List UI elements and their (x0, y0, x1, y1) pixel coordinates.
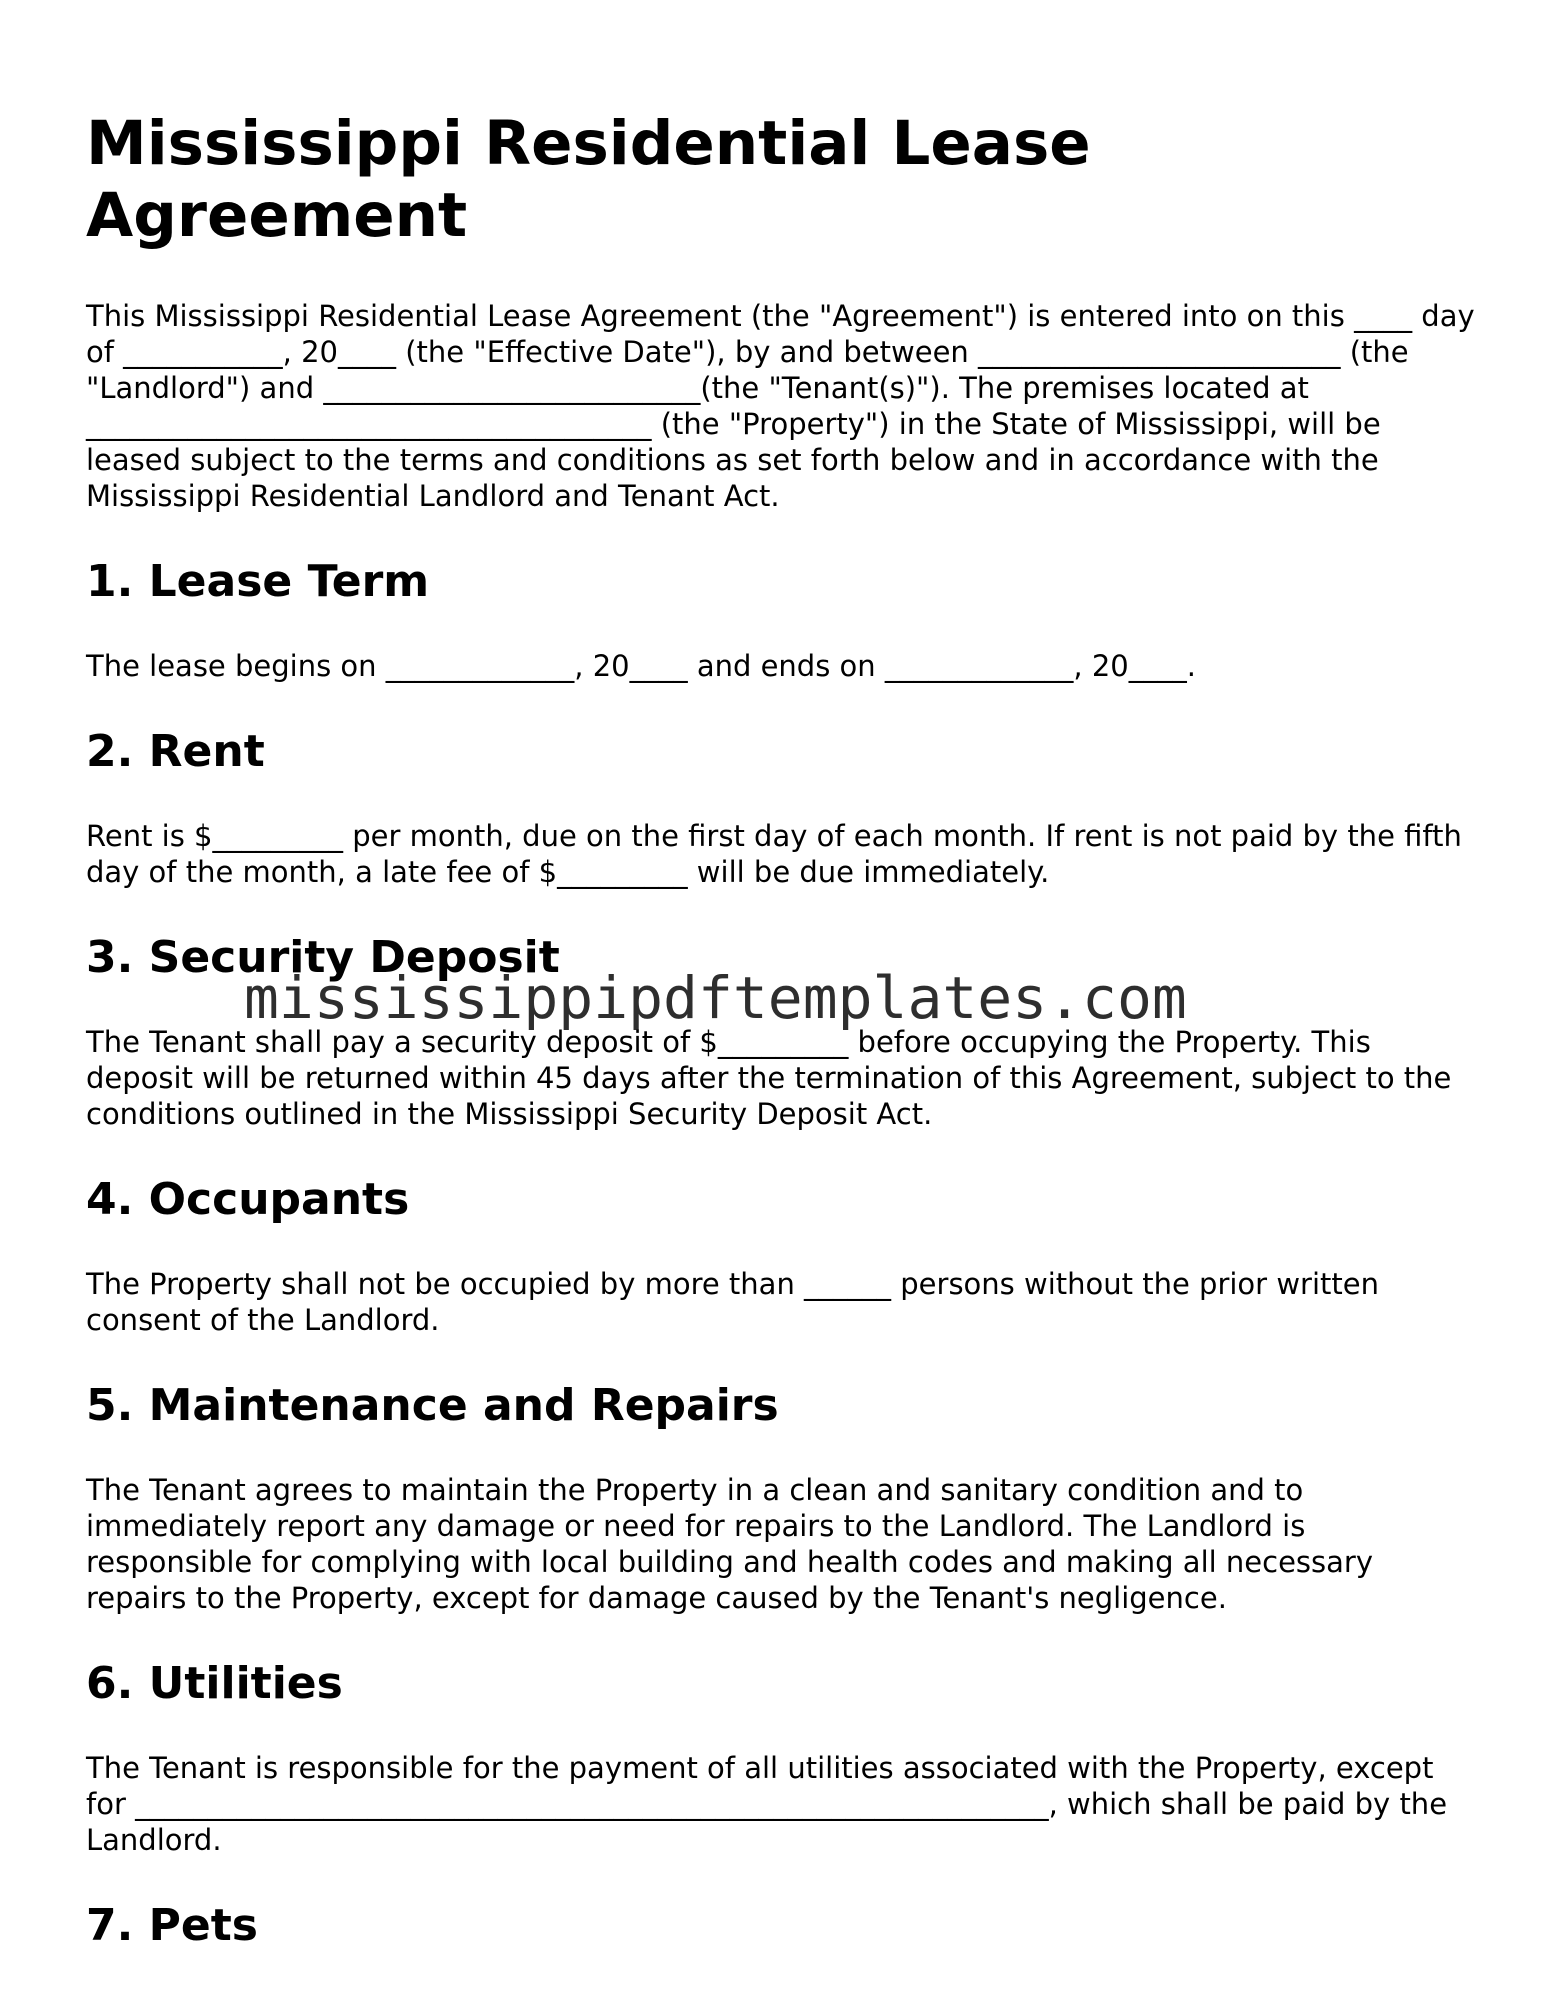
section-heading: 3. Security Deposit (86, 932, 560, 983)
watermark-text: mississippipdftemplates.com (244, 964, 1187, 1032)
section-heading: 5. Maintenance and Repairs (86, 1380, 779, 1431)
section-occupants (86, 1174, 1476, 1338)
document-title: Mississippi Residential Lease Agreement (86, 108, 1091, 251)
section-text: The lease begins on _____________, 20____ and ends on _____________, 20____. (86, 649, 1196, 683)
section-maintenance (86, 1380, 1476, 1616)
section-text: Rent is $_________ per month, due on the first day of each month. If rent is not paid by the fifth day of the month, a late fee of $_________ will be due immediately. (86, 819, 1472, 889)
section-heading: 4. Occupants (86, 1174, 410, 1225)
section-utilities (86, 1658, 1476, 1858)
section-text: The Tenant agrees to maintain the Property in a clean and sanitary condition and to immediately report any damage or need for repairs to the Landlord. The Landlord is responsible for complying with local building and health codes and making all necessary repairs to the Property, except for damage caused by the Tenant's negligence. (86, 1473, 1383, 1615)
section-text: The Tenant is responsible for the payment of all utilities associated with the Property, except for _______________________________________________________________, which shall be paid by the Landlord. (86, 1751, 1457, 1857)
intro-paragraph: This Mississippi Residential Lease Agreement (the "Agreement") is entered into on this ____ day of ___________, 20____ (the "Effective Date"), by and between _________________________ (the "Landlord") and __________________________(the "Tenant(s)"). The premises located at _______________________________________ (the "Property") in the State of Mississippi, will be leased subject to the terms and conditions as set forth below and in accordance with the Mississippi Residential Landlord and Tenant Act. (86, 299, 1484, 513)
section-heading: 2. Rent (86, 726, 265, 777)
section-security-deposit (86, 932, 1476, 1132)
document-page (86, 108, 1484, 1994)
section-heading: 1. Lease Term (86, 556, 430, 607)
section-lease-term (86, 556, 1476, 684)
section-rent (86, 726, 1476, 890)
section-heading: 7. Pets (86, 1900, 258, 1951)
section-text: The Property shall not be occupied by more than ______ persons without the prior written consent of the Landlord. (86, 1267, 1389, 1337)
section-heading: 6. Utilities (86, 1658, 343, 1709)
section-text: The Tenant shall pay a security deposit of $_________ before occupying the Property. This deposit will be returned within 45 days after the termination of this Agreement, subject to the conditions outlined in the Mississippi Security Deposit Act. (86, 1025, 1461, 1131)
section-pets (86, 1900, 1476, 1952)
